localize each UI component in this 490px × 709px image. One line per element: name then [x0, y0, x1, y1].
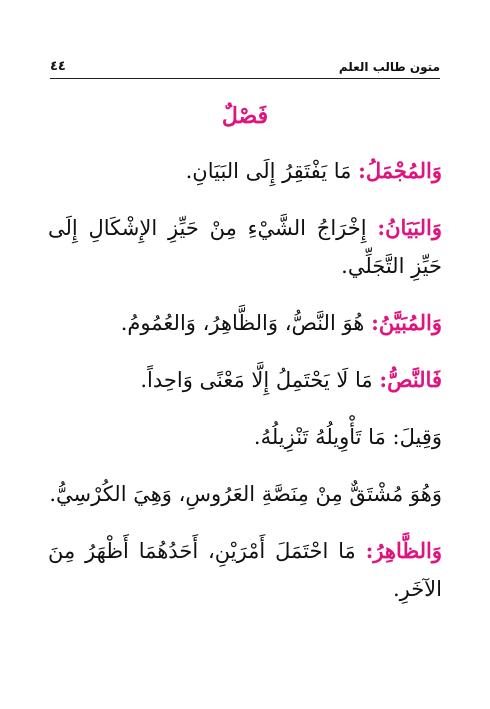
definition-text: وَهُوَ مُشْتَقٌّ مِنْ مِنَصَّةِ العَرُوسِ، وَهِيَ الكُرْسِيُّ. — [49, 482, 442, 506]
paragraph-zahir — [48, 532, 442, 608]
term-mujmal: وَالمُجْمَلُ: — [358, 158, 442, 183]
paragraph-mushtaq — [48, 475, 442, 513]
paragraph-mujmal — [48, 152, 442, 190]
book-title: متون طالب العلم — [338, 60, 440, 74]
definition-text: إِخْرَاجُ الشَّيْءِ مِنْ حَيِّزِ الإِشْكَالِ إِلَى حَيِّزِ التَّجَلِّي. — [48, 216, 442, 278]
paragraph-qila — [48, 418, 442, 456]
definition-text: مَا احْتَمَلَ أَمْرَيْنِ، أَحَدُهُمَا أَظْهَرُ مِنَ الآخَرِ. — [48, 539, 442, 601]
term-zahir: وَالظَّاهِرُ: — [365, 538, 442, 563]
paragraph-nass — [48, 361, 442, 399]
definition-text: مَا لَا يَحْتَمِلُ إِلَّا مَعْنًى وَاحِداً. — [140, 368, 380, 392]
page-header — [50, 52, 440, 74]
definition-text: وَقِيلَ: مَا تَأْوِيلُهُ تَنْزِيلُهُ. — [253, 425, 442, 449]
header-divider — [50, 78, 440, 79]
paragraph-bayan — [48, 209, 442, 285]
term-nass: فَالنَّصُّ: — [379, 367, 442, 392]
definition-text: مَا يَفْتَقِرُ إِلَى البَيَانِ. — [185, 159, 359, 183]
page-body — [48, 90, 442, 627]
term-mubayyan: وَالمُبَيَّنُ: — [371, 310, 442, 335]
paragraph-mubayyan — [48, 304, 442, 342]
definition-text: هُوَ النَّصُّ، وَالظَّاهِرُ، وَالعُمُومُ. — [120, 311, 372, 335]
term-bayan: وَالبَيَانُ: — [377, 215, 442, 240]
page-number: ٤٤ — [50, 59, 66, 74]
section-heading: فَصْلٌ — [221, 103, 269, 129]
